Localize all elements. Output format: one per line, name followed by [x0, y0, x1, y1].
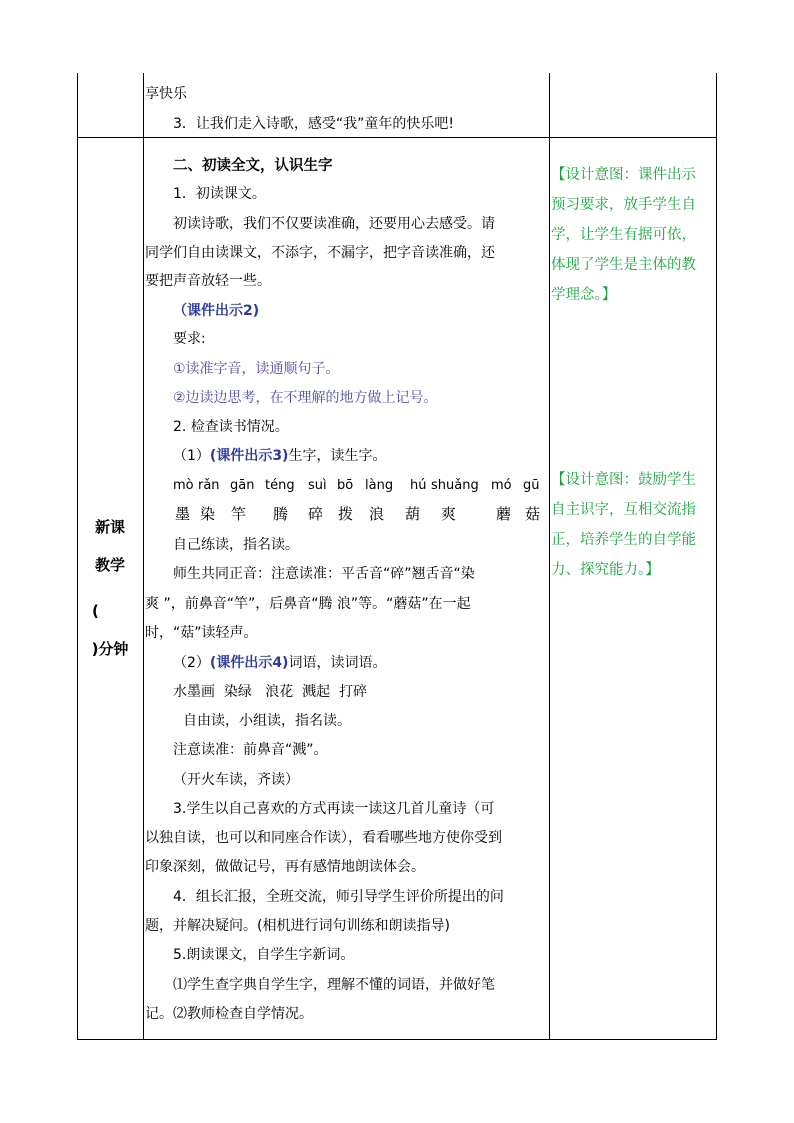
char-lang: 浪 [369, 505, 385, 523]
pinyin-shuang: shuǎng [431, 478, 479, 493]
step-3-line-2: 以独自读，也可以和同座合作读），看看哪些地方使你受到 [145, 830, 502, 846]
char-shuang: 爽 [441, 505, 457, 523]
pinyin-mo: mò [173, 478, 194, 493]
design-note-2-line-2: 自主识字，互相交流指 [551, 502, 696, 518]
train-reading: （开火车读，齐读） [173, 772, 299, 788]
table-col-divider-1 [143, 73, 144, 1040]
step-2-1 [173, 446, 386, 466]
pinyin-mo2: mó [491, 478, 512, 493]
courseware-4: (课件出示4) [209, 655, 289, 671]
design-note-1-line-4: 体现了学生是主体的教 [551, 257, 696, 273]
pinyin-teng: téng [265, 478, 295, 493]
char-ran: 染 [200, 505, 216, 523]
pinyin-hu: hú [410, 478, 427, 493]
pinyin-gan: gān [230, 478, 255, 493]
step-2: 2. 检查读书情况。 [173, 419, 289, 435]
courseware-2: （课件出示2) [173, 303, 260, 319]
char-mo: 墨 [175, 505, 191, 523]
lesson-table [77, 73, 717, 1040]
step-5-1-line-2: 记。⑵教师检查自学情况。 [145, 1006, 313, 1022]
requirement-1: ①读准字音，读通顺句子。 [173, 361, 340, 377]
step-5-1-line-1: ⑴学生查字典自学生字，理解不懂的词语，并做好笔 [173, 977, 495, 993]
step-2-2-text: 词语，读词语。 [288, 655, 387, 671]
table-row-divider [77, 137, 717, 138]
step-4-line-2: 题，并解决疑问。(相机进行词句训练和朗读指导) [145, 918, 450, 934]
design-note-1-line-2: 预习要求，放手学生自 [551, 197, 696, 213]
step-3-line-1: 3.学生以自己喜欢的方式再读一读这几首儿童诗（可 [173, 801, 495, 817]
design-note-2-line-1: 【设计意图：鼓励学生 [551, 472, 696, 488]
reading-modes: 自由读，小组读，指名读。 [183, 713, 351, 729]
design-note-1-line-3: 学，让学生有据可依， [551, 227, 696, 243]
top-line-1: 享快乐 [145, 86, 187, 102]
step-5: 5.朗读课文，自学生字新词。 [173, 947, 355, 963]
step-4-line-1: 4．组长汇报，全班交流，师引导学生评价所提出的问 [173, 889, 504, 905]
char-hu: 葫 [405, 505, 421, 523]
pinyin-gu: gū [523, 478, 540, 493]
pinyin-ran: rǎn [198, 478, 220, 493]
table-bottom-border [77, 1039, 717, 1040]
courseware-3: (课件出示3) [209, 448, 289, 464]
char-gan: 竿 [231, 505, 247, 523]
requirement-2: ②边读边思考，在不理解的地方做上记号。 [173, 390, 438, 406]
top-line-2: 3．让我们走入诗歌，感受“我”童年的快乐吧! [173, 116, 455, 132]
paragraph-1-line-3: 要把声音放轻一些。 [145, 273, 271, 289]
stage-label-line-3: ( [92, 602, 99, 620]
pinyin-lang: làng [365, 478, 394, 493]
stage-label-line-4: )分钟 [91, 640, 129, 658]
design-note-1-line-1: 【设计意图：课件出示 [551, 167, 696, 183]
step-2-2-number: （2） [173, 655, 210, 671]
paragraph-1-line-2: 同学们自由读课文，不添字，不漏字，把字音读准确，还 [145, 245, 495, 261]
table-right-border [716, 73, 717, 1040]
stage-label-line-2: 教学 [94, 556, 125, 574]
step-3-line-3: 印象深刻，做做记号，再有感情地朗读体会。 [145, 859, 425, 875]
table-col-divider-2 [549, 73, 550, 1040]
char-mo2: 蘑 [496, 505, 512, 523]
word-list: 水墨画 染绿 浪花 溅起 打碎 [173, 684, 368, 700]
pinyin-sui: suì [308, 478, 327, 493]
pronunciation-line-3: 时，“菇”读轻声。 [145, 625, 258, 641]
step-2-1-number: （1） [173, 448, 210, 464]
pronunciation-note: 注意读准：前鼻音“溅”。 [173, 742, 328, 758]
pinyin-row [173, 476, 549, 496]
design-note-2-line-3: 正，培养学生的自学能 [551, 532, 696, 548]
char-gu: 菇 [525, 505, 541, 523]
stage-label-line-1: 新课 [94, 518, 125, 536]
section-heading: 二、初读全文，认识生字 [173, 158, 333, 174]
char-bo: 拨 [338, 505, 354, 523]
paragraph-1-line-1: 初读诗歌，我们不仅要读准确，还要用心去感受。请 [173, 216, 495, 232]
design-note-1-line-5: 学理念。】 [551, 287, 617, 303]
pinyin-bo: bō [337, 478, 354, 493]
character-row [173, 504, 549, 526]
practice-line: 自己练读，指名读。 [173, 537, 299, 553]
step-1: 1．初读课文。 [173, 186, 266, 202]
char-sui: 碎 [308, 505, 324, 523]
pronunciation-line-1: 师生共同正音：注意读准：平舌音“碎”翘舌音“染 [173, 566, 475, 582]
step-2-2 [173, 653, 386, 673]
requirements-label: 要求: [173, 331, 206, 347]
step-2-1-text: 生字，读生字。 [288, 448, 387, 464]
char-teng: 腾 [273, 505, 289, 523]
design-note-2-line-4: 力、探究能力。】 [551, 562, 660, 578]
pronunciation-line-2: 爽 ”，前鼻音“竿”，后鼻音“腾 浪”等。“蘑菇”在一起 [145, 596, 471, 612]
